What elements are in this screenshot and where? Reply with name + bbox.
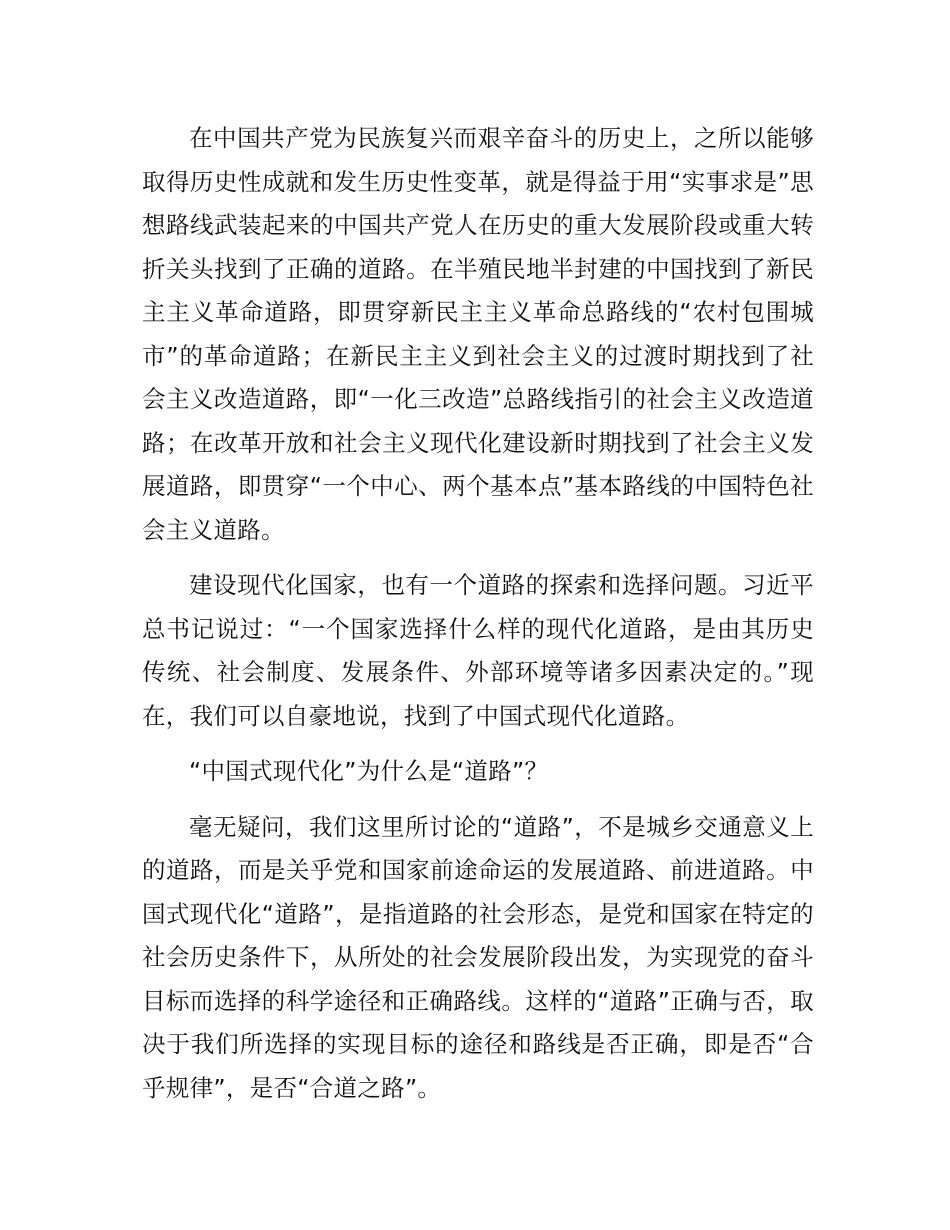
paragraph-modernization-choice: 建设现代化国家，也有一个道路的探索和选择问题。习近平总书记说过：“一个国家选择什么样的现代化道路，是由其历史传统、社会制度、发展条件、外部环境等诸多因素决定的。”现在，我们可以自豪地说，找到了中国式现代化道路。 — [142, 571, 814, 730]
paragraph-history-paths: 在中国共产党为民族复兴而艰辛奋斗的历史上，之所以能够取得历史性成就和发生历史性变革，就是得益于用“实事求是”思想路线武装起来的中国共产党人在历史的重大发展阶段或重大转折关头找到了正确的道路。在半殖民地半封建的中国找到了新民主主义革命道路，即贯穿新民主主义革命总路线的“农村包围城市”的革命道路；在新民主主义到社会主义的过渡时期找到了社会主义改造道路，即“一化三改造”总路线指引的社会主义改造道路；在改革开放和社会主义现代化建设新时期找到了社会主义发展道路，即贯穿“一个中心、两个基本点”基本路线的中国特色社会主义道路。 — [142, 124, 814, 544]
paragraph-road-meaning: 毫无疑问，我们这里所讨论的“道路”，不是城乡交通意义上的道路，而是关乎党和国家前途命运的发展道路、前进道路。中国式现代化“道路”，是指道路的社会形态，是党和国家在特定的社会历史条件下，从所处的社会发展阶段出发，为实现党的奋斗目标而选择的科学途径和正确路线。这样的“道路”正确与否，取决于我们所选择的实现目标的途径和路线是否正确，即是否“合乎规律”，是否“合道之路”。 — [142, 812, 814, 1102]
paragraph-question: “中国式现代化”为什么是“道路”？ — [189, 757, 549, 785]
document-page — [142, 117, 814, 1122]
